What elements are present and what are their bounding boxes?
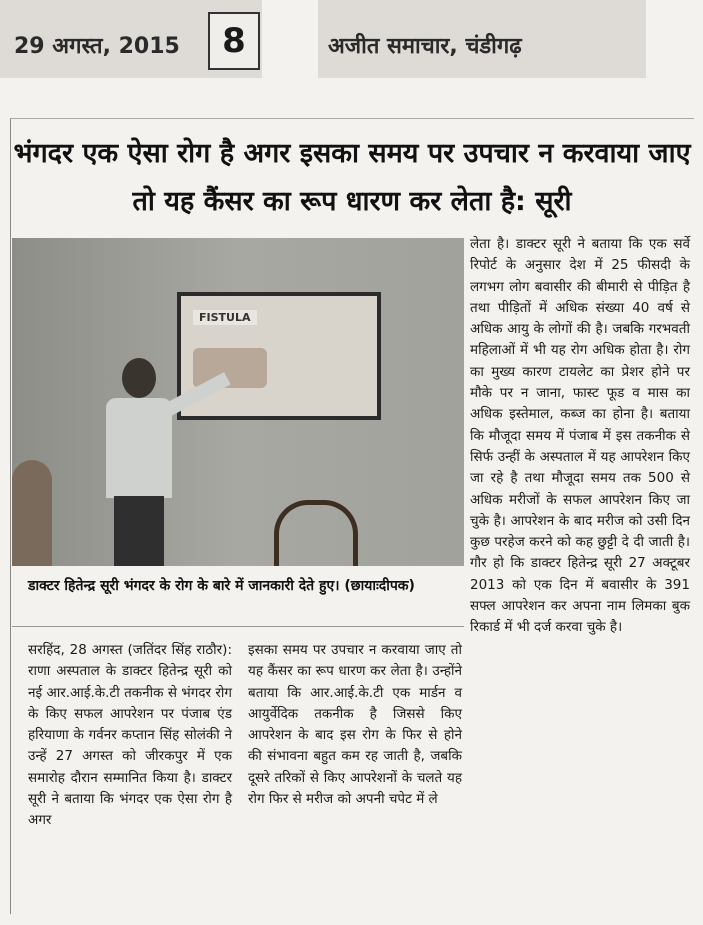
photo-presenter-head	[122, 358, 156, 398]
headline: भंगदर एक ऐसा रोग है अगर इसका समय पर उपचार न करवाया जाए तो यह कैंसर का रूप धारण कर लेता है: सूरी	[13, 138, 691, 217]
photo-side-person	[12, 460, 52, 566]
article-column-1: सरहिंद, 28 अगस्त (जतिंदर सिंह राठौर): राणा अस्पताल के डाक्टर हितेन्द्र सूरी को नई आर.आई.के.टी तकनीक से भंगदर रोग के किए सफल आपरेशन पर पंजाब एंड हरियाणा के गर्वनर कप्तान सिंह सोलंकी ने उन्हें 27 अगस्त को जीरकपुर में एक समारोह दौरान सम्मानित किया है। डाक्टर सूरी ने बताया कि भंगदर एक ऐसा रोग है अगर	[28, 642, 232, 829]
photo-presenter-legs	[114, 496, 164, 566]
photo-whiteboard	[177, 292, 381, 420]
article-column-2: इसका समय पर उपचार न करवाया जाए तो यह कैंसर का रूप धारण कर लेता है। उन्होंने बताया कि आर.आई.के.टी एक मार्डन व आयुर्वेदिक तकनीक है जिससे किए आपरेशन के बाद इस रोग के फिर से होने की संभावना बहुत कम रह जाती है, जबकि दूसरे तरिकों से किए आपरेशनों के चलते यह रोग फिर से मरीज को अपनी चपेट में ले	[248, 642, 462, 808]
photo-caption: डाक्टर हितेन्द्र सूरी भंगदर के रोग के बारे में जानकारी देते हुए। (छायाःदीपक)	[28, 578, 415, 594]
issue-date: 29 अगस्त, 2015	[14, 34, 180, 59]
page-number-box: 8	[208, 12, 260, 70]
newspaper-name: अजीत समाचार, चंडीगढ़	[328, 34, 522, 59]
article-column-3: लेता है। डाक्टर सूरी ने बताया कि एक सर्वे रिपोर्ट के अनुसार देश में 25 फीसदी के लगभग लोग बवासीर की बीमारी से पीड़ित है तथा पीड़ितों में अधिक संख्या 40 वर्ष से अधिक आयु के लोगों की है। जबकि गरभवती महिलाओं में भी यह रोग अधिक होता है। रोग का मुख्य कारण टायलेट का प्रेशर होने पर मौके पर न जाना, फास्ट फूड व मास का अधिक इस्तेमाल, कब्ज का होना है। बताया कि मौजूदा समय में पंजाब में इस तकनीक से सिर्फ उन्हीं के अस्पताल में यह आपरेशन किए जा रहे है तथा मौजूदा समय तक 500 से अधिक मरीजों के सफल आपरेशन किए जा चुके है। आपरेशन के बाद मरीज को उसी दिन कुछ परहेज करने को कह छुट्टी दे दी जाती है। गौर हो कि डाक्टर हितेन्द्र सूरी 27 अक्टूबर 2013 को एक दिन में बवासीर के 391 सफ्ल आपरेशन कर अपना नाम लिमका बुक रिकार्ड में भी दर्ज करवा चुके है।	[470, 236, 690, 636]
photo-chair	[274, 500, 358, 566]
caption-divider	[12, 626, 464, 627]
photo-board-label: FISTULA	[193, 310, 257, 325]
article-photo	[12, 238, 464, 566]
